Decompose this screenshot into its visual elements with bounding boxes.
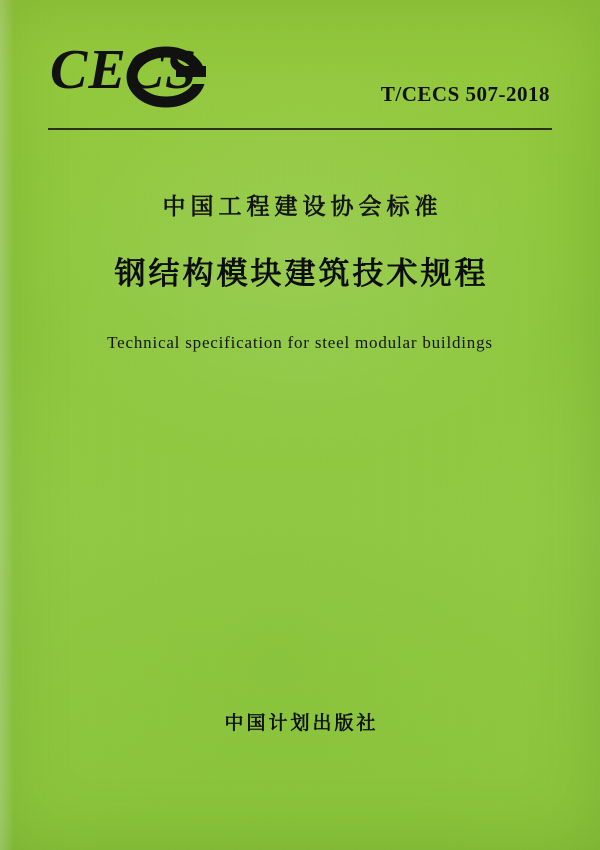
header-divider	[48, 128, 552, 130]
page-title: 钢结构模块建筑技术规程	[114, 256, 489, 291]
svg-text:CECS: CECS	[50, 39, 198, 101]
standard-number: T/CECS 507-2018	[380, 82, 550, 106]
page-subtitle-english: Technical specification for steel modular buildings	[107, 333, 493, 352]
association-standard-line: 中国工程建设协会标准	[162, 193, 443, 219]
cecs-logo	[48, 30, 238, 110]
publisher-name: 中国计划出版社	[224, 713, 379, 734]
